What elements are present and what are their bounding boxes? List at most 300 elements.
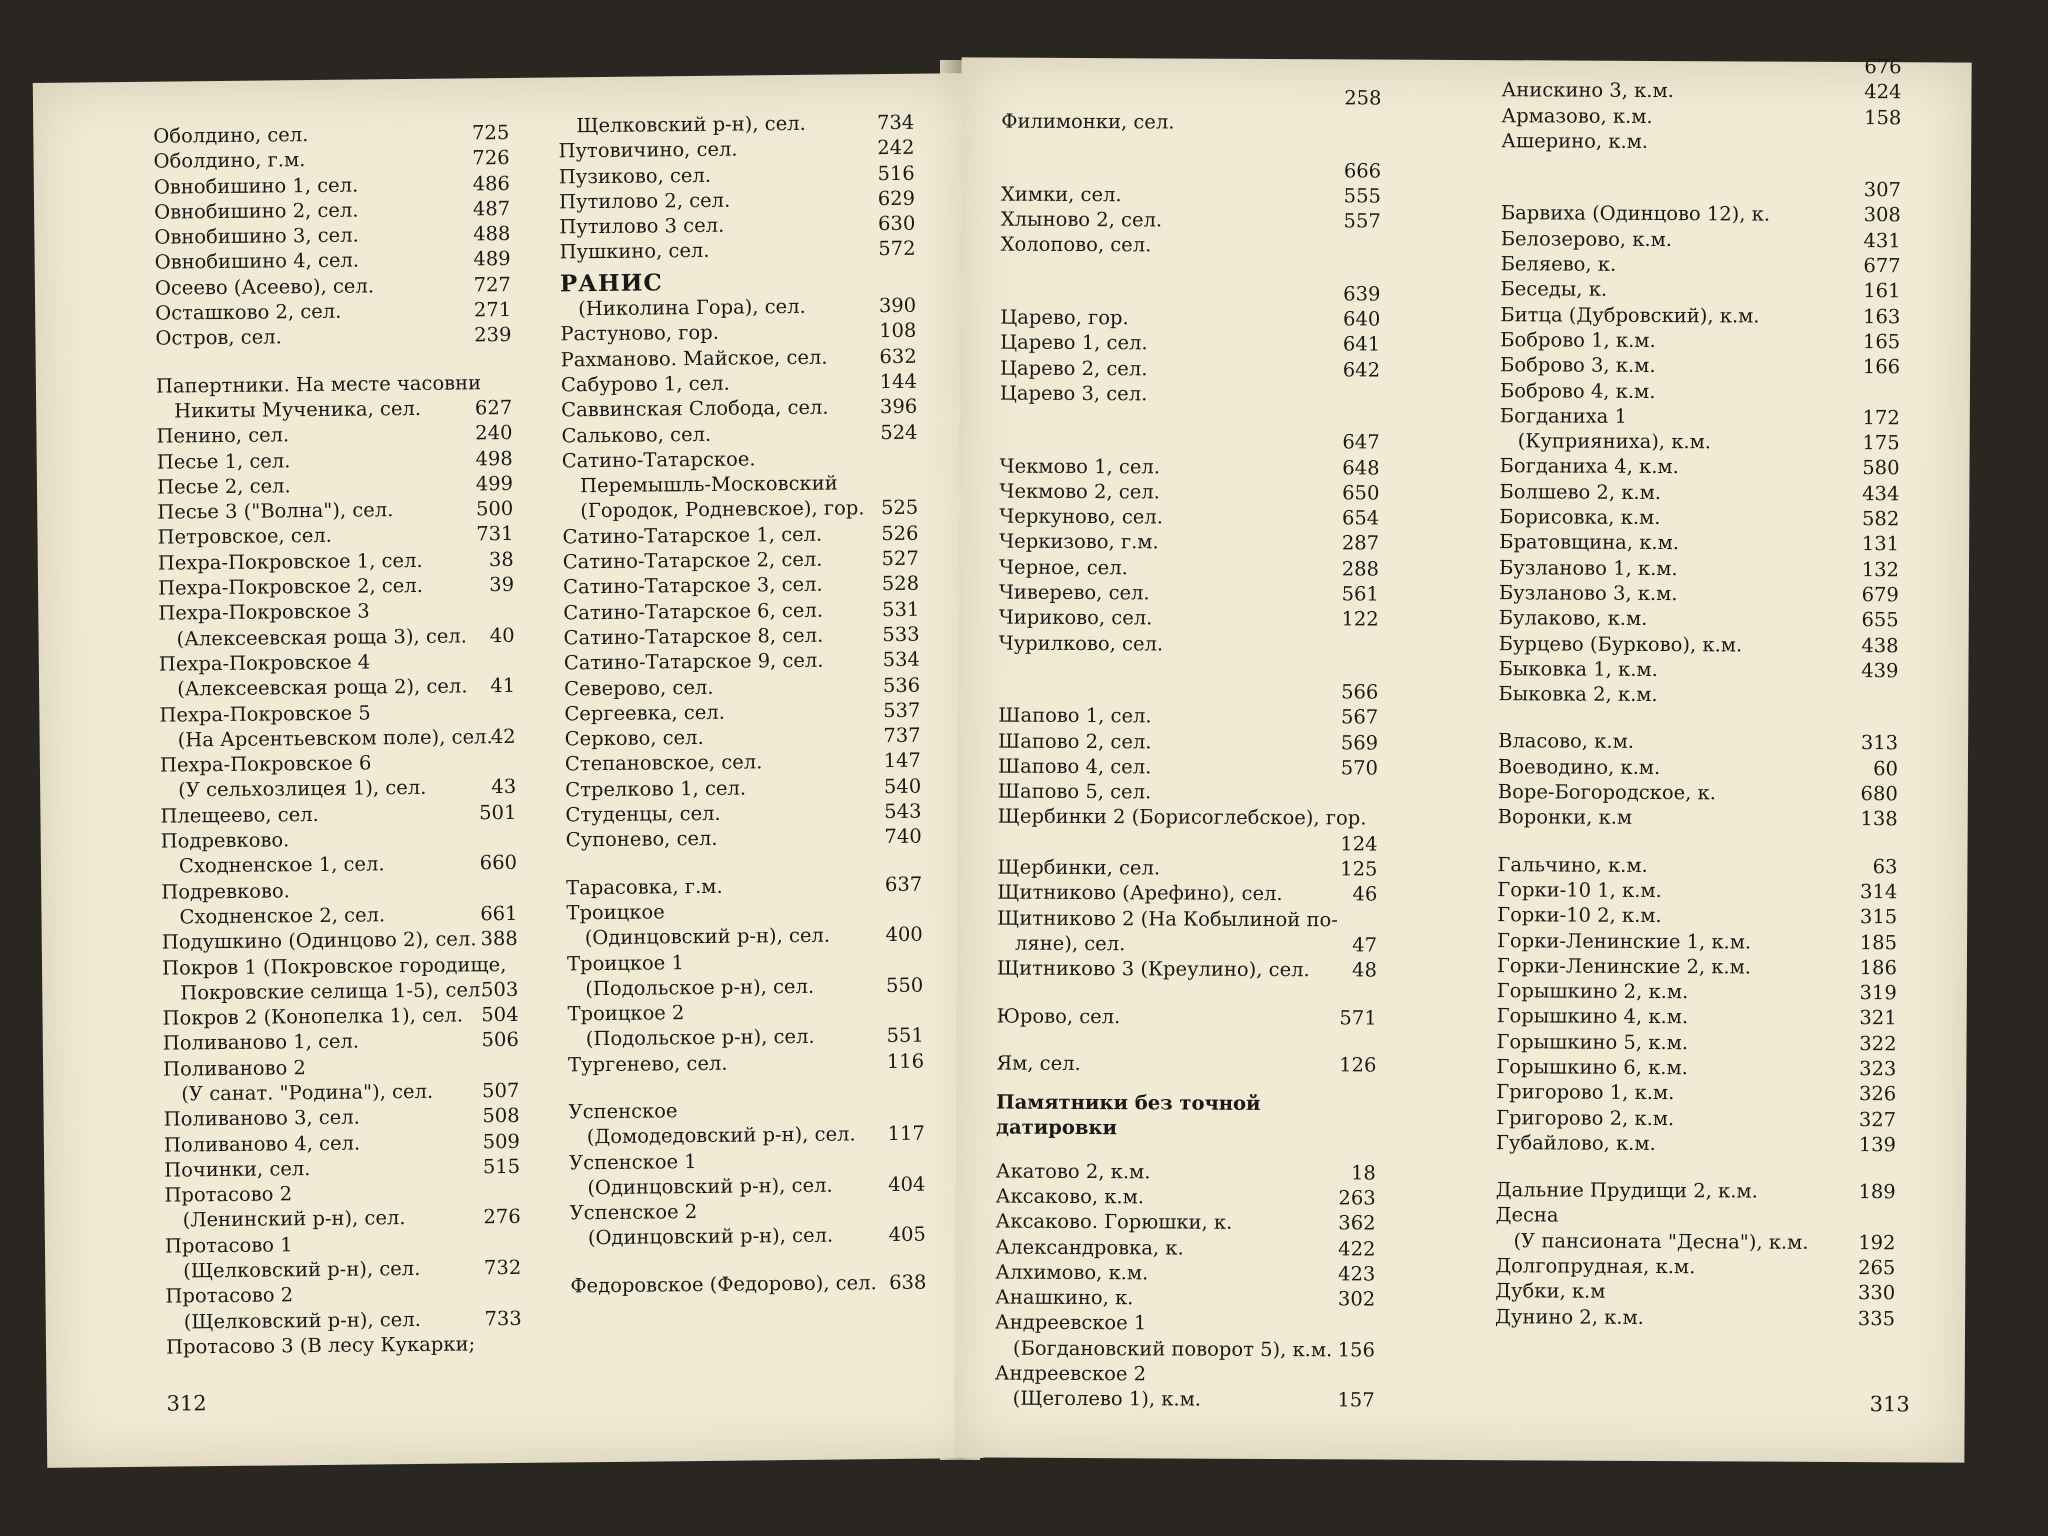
entry-number: 488 [473, 222, 511, 246]
index-entry [162, 977, 518, 1006]
right-page [954, 57, 1971, 1462]
entry-name: Пехра-Покровское 3 [158, 599, 370, 625]
entry-number: 516 [877, 161, 915, 185]
entry-number: 423 [1338, 1262, 1376, 1286]
index-entry [567, 947, 923, 976]
index-entry [562, 470, 918, 499]
index-entry [1499, 504, 1899, 531]
index-entry [568, 1023, 924, 1052]
entry-number: 431 [1863, 228, 1901, 253]
entry-number: 189 [1858, 1180, 1896, 1204]
index-letter-heading: РАНИС [559, 269, 663, 298]
index-entry [997, 880, 1377, 907]
entry-number: 165 [1862, 330, 1901, 354]
index-entry [996, 1184, 1376, 1211]
entry-name: Бузланово 1, к.м. [1498, 555, 1678, 580]
entry-name: Сатино-Татарское 2, сел. [562, 547, 823, 574]
entry-name: Перемышль-Московский [579, 471, 838, 498]
index-entry [999, 529, 1379, 556]
entry-number: 131 [1861, 532, 1900, 556]
entry-number: 258 [1344, 86, 1382, 110]
entry-name: Сходненское 1, сел. [178, 852, 385, 878]
index-entry [158, 572, 514, 601]
entry-number: 582 [1861, 507, 1900, 531]
entry-number: 732 [483, 1255, 522, 1280]
entry-name: (Домодедовский р-н), сел. [586, 1122, 856, 1149]
entry-number: 629 [877, 186, 916, 210]
section-gap [1501, 153, 1901, 177]
entry-number: 242 [877, 136, 915, 160]
entry-name: Борисовка, к.м. [1499, 505, 1661, 530]
entry-number: 239 [474, 323, 512, 347]
index-entry [1000, 355, 1380, 382]
entry-number: 640 [1343, 307, 1381, 331]
entry-name: Армазово, к.м. [1501, 103, 1653, 128]
entry-name: (Одинцовский р-н), сел. [584, 923, 831, 950]
entry-name: Подревково. [160, 828, 290, 853]
entry-name: (У санат. "Родина"), сел. [181, 1079, 434, 1106]
index-entry [157, 445, 513, 474]
index-entry [1501, 128, 1901, 155]
index-entry [567, 922, 923, 951]
index-entry [159, 648, 515, 677]
entry-name: Протасово 1 [164, 1233, 293, 1258]
index-entry [565, 799, 921, 828]
entry-name: Булаково, к.м. [1498, 606, 1648, 631]
entry-name: Тарасовка, г.м. [566, 874, 723, 900]
entry-name: Осташково 2, сел. [155, 299, 342, 325]
entry-name: Супонево, сел. [565, 827, 718, 852]
index-entry [1501, 226, 1901, 253]
index-entry [568, 1096, 924, 1125]
index-entry [561, 343, 917, 372]
entry-number: 641 [1342, 332, 1381, 356]
entry-name: (Богдановский поворот 5), к.м. [1012, 1336, 1333, 1362]
entry-number: 648 [1342, 455, 1380, 480]
entry-number: 571 [1339, 1005, 1377, 1030]
entry-number: 666 [1343, 158, 1382, 183]
entry-number: 126 [1339, 1053, 1377, 1077]
entry-number: 533 [882, 622, 920, 647]
entry-name: Овнобишино 4, сел. [154, 249, 360, 275]
entry-name: Богданиха 4, к.м. [1499, 454, 1679, 479]
entry-number: 326 [1858, 1082, 1897, 1106]
entry-number: 161 [1863, 279, 1901, 303]
entry-number: 396 [879, 394, 918, 419]
index-entry [1000, 381, 1380, 408]
entry-name: Горышкино 6, к.м. [1496, 1055, 1688, 1080]
entry-name: Бурцево (Бурково), к.м. [1498, 631, 1743, 656]
section-gap [998, 656, 1378, 680]
index-entry [164, 1103, 520, 1132]
index-entry [997, 930, 1377, 957]
index-entry [162, 1002, 518, 1031]
entry-number: 543 [884, 799, 922, 824]
entry-name: Горки-Ленинские 2, к.м. [1496, 953, 1752, 979]
entry-number: 388 [480, 927, 518, 951]
entry-number: 439 [1861, 658, 1899, 683]
index-entry [154, 196, 510, 225]
index-entry [161, 876, 517, 905]
entry-number: 561 [1341, 582, 1379, 606]
entry-number: 166 [1862, 355, 1901, 379]
entry-name: (У сельхозлицея 1), сел. [178, 776, 427, 802]
entry-number: 124 [1340, 832, 1378, 856]
entry-name: Горышкино 5, к.м. [1496, 1029, 1689, 1054]
entry-number: 654 [1341, 506, 1380, 530]
entry-number: 144 [879, 369, 918, 394]
entry-number: 47 [1352, 933, 1378, 957]
entry-number: 660 [479, 851, 518, 875]
entry-name: Беляево, к. [1500, 252, 1617, 276]
index-entry [1496, 1029, 1896, 1056]
index-entry [999, 630, 1379, 657]
index-entry [153, 145, 509, 174]
entry-number: 438 [1861, 633, 1899, 657]
entry-name: Никиты Мученика, сел. [174, 396, 422, 423]
entry-number: 650 [1342, 481, 1380, 505]
index-entry [999, 605, 1379, 632]
index-entry [1500, 352, 1900, 379]
index-entry [1497, 928, 1897, 955]
entry-number: 509 [482, 1129, 521, 1153]
entry-name: Шапово 5, сел. [997, 779, 1152, 804]
entry-number: 314 [1860, 879, 1898, 904]
index-entry [163, 1078, 519, 1107]
entry-number: 39 [489, 572, 515, 597]
index-entry [999, 504, 1379, 531]
index-entry [163, 1027, 519, 1056]
entry-name: Ям, сел. [996, 1051, 1081, 1075]
entry-number: 737 [883, 723, 921, 748]
entry-name: Горки-10 1, к.м. [1497, 878, 1662, 902]
index-entry [563, 546, 919, 575]
index-entry [997, 905, 1377, 932]
entry-name: Поливаново 4, сел. [163, 1131, 361, 1157]
index-entry [1499, 555, 1899, 582]
entry-number: 661 [480, 901, 518, 926]
entry-name: Покров 1 (Покровское городище, [161, 952, 507, 980]
index-entry [561, 394, 917, 423]
entry-number: 327 [1858, 1107, 1897, 1131]
entry-name: Щитниково 3 (Креулино), сел. [996, 956, 1310, 982]
index-entry [1497, 978, 1897, 1005]
entry-name: Песье 2, сел. [156, 474, 291, 499]
index-entry [1496, 1177, 1896, 1204]
index-entry [563, 596, 919, 625]
entry-number: 315 [1859, 905, 1898, 929]
entry-number: 156 [1337, 1338, 1375, 1362]
index-entry [563, 571, 919, 600]
entry-name: Федоровское (Федорово), сел. [570, 1270, 877, 1298]
entry-name: Хлыново 2, сел. [1000, 207, 1163, 232]
index-entry [160, 749, 516, 778]
index-entry [1497, 902, 1897, 929]
entry-name: Горки-10 2, к.м. [1497, 903, 1662, 928]
entry-number: 734 [876, 110, 915, 135]
index-entry [1498, 804, 1898, 831]
entry-name: Протасово 2 [164, 1182, 293, 1207]
index-entry [162, 951, 518, 980]
index-entry [566, 824, 922, 853]
index-entry [1502, 52, 1902, 79]
index-entry [998, 779, 1378, 806]
index-entry [998, 804, 1378, 831]
index-entry [1498, 729, 1898, 756]
index-entry [995, 1310, 1375, 1337]
entry-name: Сатино-Татарское. [561, 447, 756, 473]
index-entry [1000, 330, 1380, 357]
index-entry [1500, 277, 1900, 304]
entry-name: Воронки, к.м [1497, 805, 1633, 830]
index-entry [158, 547, 514, 576]
entry-name: Серково, сел. [564, 726, 704, 751]
entry-number: 551 [886, 1024, 924, 1048]
entry-number: 424 [1864, 80, 1902, 104]
entry-number: 276 [483, 1205, 521, 1229]
entry-name: Остров, сел. [155, 325, 282, 351]
entry-number: 499 [475, 471, 514, 496]
index-entry [560, 293, 916, 322]
index-entry [1498, 681, 1898, 708]
entry-number: 63 [1872, 854, 1898, 878]
index-entry [165, 1280, 521, 1309]
entry-number: 655 [1861, 608, 1899, 632]
entry-name: (Алексеевская роща 2), сел. [177, 674, 468, 701]
entry-number: 117 [887, 1121, 925, 1146]
index-entry [1000, 428, 1380, 455]
entry-number: 507 [481, 1078, 520, 1103]
index-entry [998, 753, 1378, 780]
index-entry [164, 1128, 520, 1157]
entry-number: 524 [880, 420, 918, 444]
entry-name: Путовичино, сел. [558, 137, 738, 163]
entry-name: Песье 1, сел. [156, 448, 291, 474]
entry-name: Сальково, сел. [561, 422, 712, 447]
index-entry [565, 773, 921, 802]
entry-number: 405 [888, 1223, 927, 1247]
entry-name: Щитниково 2 (На Кобылиной по- [997, 906, 1338, 931]
section-gap [1001, 257, 1381, 281]
section-gap [1001, 134, 1381, 158]
index-entry [1000, 305, 1380, 332]
entry-name: Пехра-Покровское 1, сел. [157, 548, 423, 575]
index-entry [164, 1179, 520, 1208]
index-entry [570, 1222, 926, 1251]
entry-number: 637 [884, 872, 923, 896]
index-entry [1001, 181, 1381, 208]
entry-name: Пузиково, сел. [558, 163, 712, 189]
entry-name: Аксаково. Горюшки, к. [995, 1209, 1233, 1235]
entry-number: 630 [877, 211, 916, 236]
index-entry [154, 171, 510, 200]
entry-number: 537 [883, 698, 921, 722]
index-entry [995, 1259, 1375, 1286]
index-entry [559, 160, 915, 189]
entry-name: (Щеголево 1), к.м. [1012, 1387, 1202, 1411]
entry-name: Студенцы, сел. [565, 801, 721, 827]
entry-name: Шапово 1, сел. [998, 703, 1152, 728]
entry-number: 572 [878, 237, 916, 261]
entry-name: Троицкое 2 [567, 1001, 685, 1026]
index-entry [564, 698, 920, 727]
entry-number: 38 [488, 547, 514, 571]
index-entry [160, 774, 516, 803]
entry-number: 265 [1858, 1256, 1896, 1280]
entry-number: 679 [1861, 583, 1899, 607]
index-entry [1501, 77, 1901, 104]
section-gap [1498, 707, 1898, 731]
index-entry [569, 1121, 925, 1150]
index-entry [997, 855, 1377, 882]
index-entry [157, 471, 513, 500]
entry-number: 302 [1337, 1287, 1376, 1311]
entry-number: 422 [1338, 1236, 1376, 1261]
index-entry [158, 623, 514, 652]
entry-number: 157 [1337, 1388, 1375, 1412]
entry-number: 500 [475, 497, 514, 521]
entry-number: 42 [490, 724, 516, 749]
entry-name: Починки, сел. [164, 1156, 311, 1182]
entry-number: 108 [879, 319, 917, 343]
index-entry [165, 1255, 521, 1284]
entry-name: Овнобишино 1, сел. [153, 173, 359, 199]
index-entry [165, 1204, 521, 1233]
index-entry [569, 1172, 925, 1201]
entry-number: 638 [889, 1270, 927, 1294]
index-entry [566, 897, 922, 926]
index-entry [559, 236, 915, 265]
index-entry [568, 1048, 924, 1077]
index-entry [567, 972, 923, 1001]
entry-number: 531 [881, 597, 920, 621]
entry-name: Протасово 3 (В лесу Кукарки; [165, 1332, 476, 1359]
entry-name: Пехра-Покровское 4 [158, 650, 371, 676]
index-entry [158, 597, 514, 626]
entry-number: 627 [474, 395, 513, 420]
index-entry [998, 678, 1378, 705]
entry-name: (Городок, Родневское), гор. [580, 496, 865, 523]
index-entry [996, 1158, 1376, 1185]
entry-name: (У пансионата "Десна"), к.м. [1513, 1229, 1809, 1254]
index-entry [156, 395, 512, 424]
entry-number: 122 [1341, 607, 1379, 631]
index-entry [1499, 454, 1899, 481]
index-entry [166, 1331, 522, 1360]
entry-name: Успенское 1 [568, 1149, 697, 1174]
entry-name: (Куприяниха), к.м. [1517, 429, 1712, 454]
entry-name: Папертники. На месте часовни [155, 370, 482, 398]
index-entry [570, 1269, 926, 1298]
index-entry [1497, 953, 1897, 980]
entry-number: 271 [473, 298, 512, 322]
entry-number: 504 [481, 1002, 519, 1027]
index-entry [1495, 1228, 1895, 1255]
section-gap [1498, 830, 1898, 854]
index-entry [1001, 207, 1381, 234]
entry-name: Пенино, сел. [156, 423, 290, 448]
entry-name: Юрово, сел. [996, 1004, 1121, 1028]
entry-name: (Подольское р-н), сел. [585, 1025, 815, 1051]
entry-name: Быковка 2, к.м. [1498, 682, 1658, 707]
entry-number: 313 [1860, 731, 1899, 755]
index-entry [161, 901, 517, 930]
index-entry [1001, 84, 1381, 111]
index-entry [155, 297, 511, 326]
entry-name: Дунино 2, к.м. [1495, 1304, 1644, 1329]
entry-number: 528 [881, 572, 920, 596]
entry-name: Царево, гор. [1000, 305, 1129, 330]
entry-number: 536 [882, 673, 921, 697]
index-entry [995, 1386, 1375, 1413]
entry-number: 540 [883, 774, 922, 798]
entry-name: Петровское, сел. [157, 524, 333, 550]
entry-number: 486 [472, 171, 510, 195]
entry-number: 727 [473, 272, 512, 297]
index-entry [156, 370, 512, 399]
entry-name: Губайлово, к.м. [1495, 1131, 1656, 1155]
index-entry [1499, 580, 1899, 607]
index-entry [165, 1230, 521, 1259]
entry-number: 186 [1859, 955, 1897, 980]
entry-number: 287 [1341, 531, 1380, 556]
entry-number: 569 [1340, 730, 1379, 755]
index-entry [998, 728, 1378, 755]
entry-name: (Щелковский р-н), сел. [183, 1257, 421, 1283]
entry-name: Дальние Прудищи 2, к.м. [1495, 1178, 1758, 1203]
index-entry [999, 554, 1379, 581]
entry-name: Боброво 4, к.м. [1499, 378, 1656, 403]
entry-number: 132 [1861, 557, 1900, 581]
index-entry [156, 420, 512, 449]
entry-number: 390 [878, 293, 917, 318]
index-entry [995, 1335, 1375, 1362]
index-entry [1495, 1304, 1895, 1331]
entry-name: Саввинская Слобода, сел. [561, 395, 829, 422]
index-entry [162, 926, 518, 955]
entry-name: Черное, сел. [998, 555, 1128, 579]
index-entry [1499, 605, 1899, 632]
entry-name: Шапово 2, сел. [998, 729, 1152, 753]
entry-number: 404 [888, 1172, 926, 1196]
entry-name: Анискино 3, к.м. [1501, 78, 1674, 103]
entry-name: Растуново, гор. [560, 321, 719, 346]
index-entry [1497, 877, 1897, 904]
entry-name: Степановское, сел. [564, 750, 763, 776]
index-entry [570, 1197, 926, 1226]
index-entry [560, 318, 916, 347]
index-entry [566, 871, 922, 900]
entry-number: 515 [482, 1154, 521, 1179]
entry-name: ляне), сел. [1014, 931, 1126, 956]
index-entry [155, 322, 511, 351]
entry-number: 567 [1340, 705, 1379, 729]
entry-number: 400 [885, 922, 923, 947]
index-entry [159, 673, 515, 702]
index-entry [999, 453, 1379, 480]
entry-number: 116 [886, 1049, 925, 1073]
entry-name: Северово, сел. [564, 675, 714, 700]
index-entry [1501, 251, 1901, 278]
index-entry [1001, 156, 1381, 183]
entry-name: Оболдино, г.м. [153, 148, 306, 173]
entry-name: (Одинцовский р-н), сел. [587, 1224, 834, 1250]
section-gap [1000, 406, 1380, 430]
entry-name: Успенское 2 [569, 1200, 698, 1225]
index-entry [1496, 1079, 1896, 1106]
entry-name: Овнобишино 2, сел. [154, 198, 359, 224]
entry-name: Оболдино, сел. [153, 123, 309, 148]
